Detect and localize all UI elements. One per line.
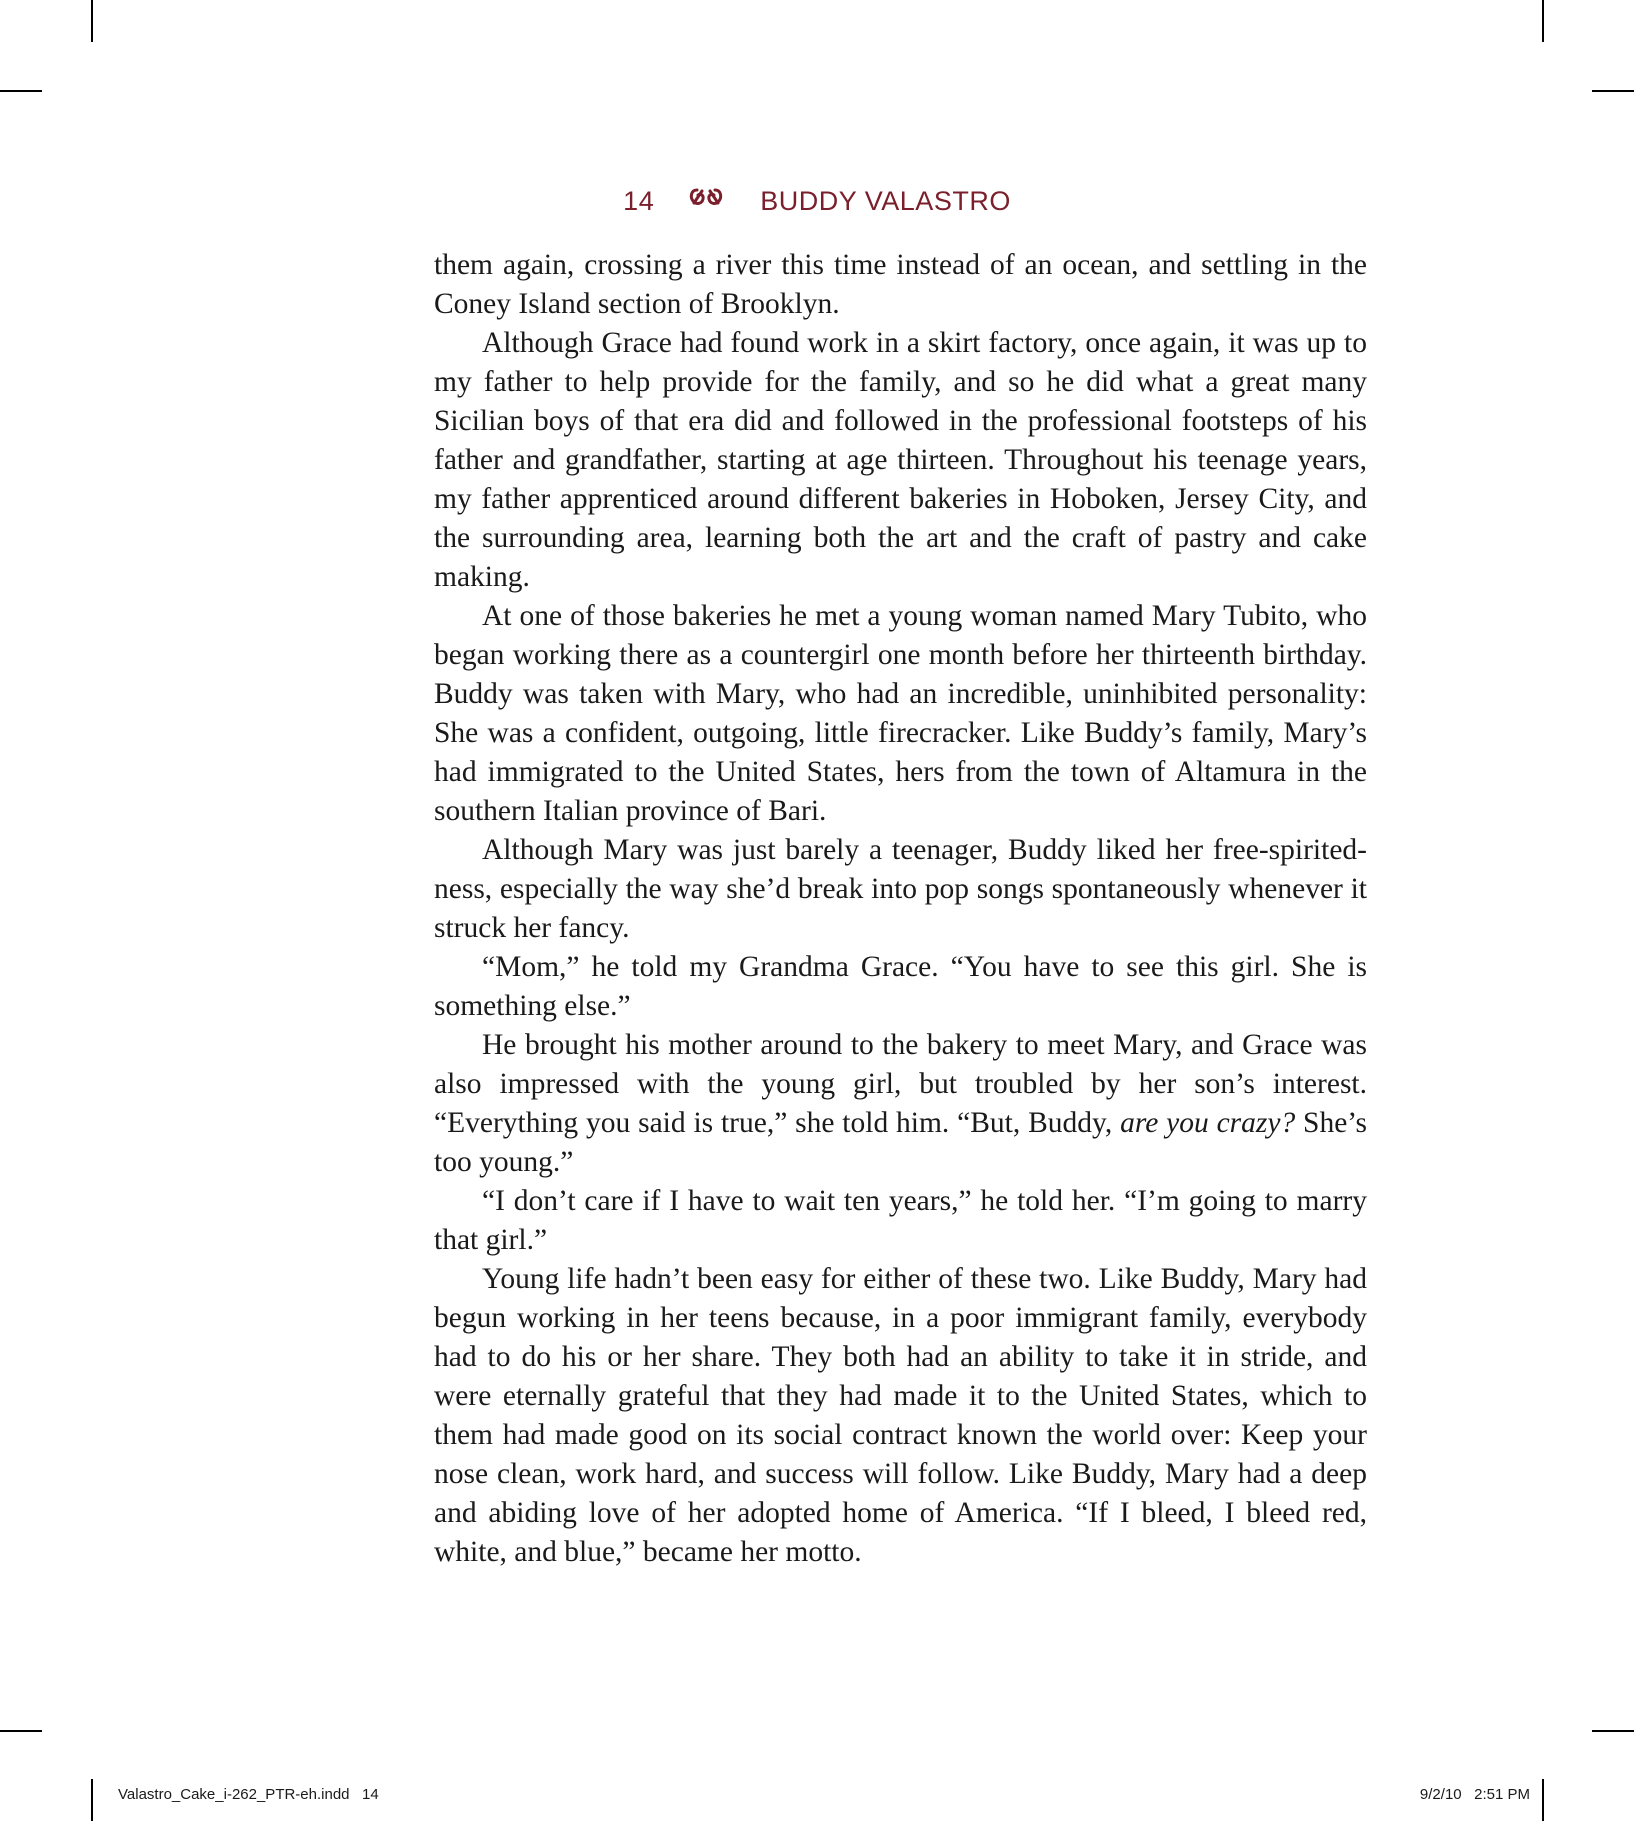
running-head <box>0 186 1634 217</box>
crop-mark-bottom-left <box>91 1779 93 1821</box>
text-run: He brought his mother around to the bakery to meet Mary, and Grace was also impressed with the young girl, but troubled by her son’s interest. “Everything you said is true,” she told him. “But, Buddy, <box>434 1029 1367 1139</box>
slug-timestamp: 9/2/10 2:51 PM <box>1419 1786 1530 1803</box>
body-text <box>434 246 1367 1572</box>
page-number: 14 <box>623 186 655 216</box>
text-run: She’s too young.” <box>434 1107 1367 1178</box>
paragraph: “Mom,” he told my Grandma Grace. “You have to see this girl. She is something else.” <box>434 951 1367 1022</box>
crop-mark-right-bottom <box>1592 1730 1634 1732</box>
crop-mark-left-bottom <box>0 1730 42 1732</box>
paragraph: Although Mary was just barely a teenager, Buddy liked her free-spiritedness, especially the way she’d break into pop songs spontaneously whenever it struck her fancy. <box>434 834 1367 944</box>
paragraph: Young life hadn’t been easy for either of these two. Like Buddy, Mary had begun working in her teens because, in a poor immigrant family, everybody had to do his or her share. They both had an ability to take it in stride, and were eternally grateful that they had made it to the United States, which to them had made good on its social contract known the world over: Keep your nose clean, work hard, and success will follow. Like Buddy, Mary had a deep and abiding love of her adopted home of America. “If I bleed, I bleed red, white, and blue,” became her motto. <box>434 1263 1367 1568</box>
italic-text: are you crazy? <box>1120 1107 1296 1139</box>
paragraph: Although Grace had found work in a skirt factory, once again, it was up to my father to help provide for the family, and so he did what a great many Sicilian boys of that era did and followed in the professional footsteps of his father and grandfather, starting at age thirteen. Throughout his teenage years, my father apprenticed around different bakeries in Hoboken, Jersey City, and the surrounding area, learning both the art and the craft of pastry and cake making. <box>434 327 1367 593</box>
crop-mark-bottom-right <box>1542 1779 1544 1821</box>
slug-filename: Valastro_Cake_i-262_PTR-eh.indd 14 <box>118 1786 379 1803</box>
crop-mark-top-left <box>91 0 93 42</box>
paragraph: At one of those bakeries he met a young woman named Mary Tubito, who began working there as a countergirl one month before her thirteenth birthday. Buddy was taken with Mary, who had an incredible, uninhibited personality: She was a confident, outgoing, little firecracker. Like Buddy’s family, Mary’s had immigrated to the United States, hers from the town of Altamura in the southern Italian province of Bari. <box>434 600 1367 827</box>
fleuron-ornament-icon <box>688 184 724 215</box>
crop-mark-left-top <box>0 90 42 92</box>
paragraph: them again, crossing a river this time instead of an ocean, and settling in the Coney Island section of Brooklyn. <box>434 249 1367 320</box>
paragraph <box>434 1026 1367 1182</box>
paragraph: “I don’t care if I have to wait ten years,” he told her. “I’m going to marry that girl.” <box>434 1185 1367 1256</box>
crop-mark-top-right <box>1542 0 1544 42</box>
crop-mark-right-top <box>1592 90 1634 92</box>
author-name: BUDDY VALASTRO <box>760 186 1011 216</box>
